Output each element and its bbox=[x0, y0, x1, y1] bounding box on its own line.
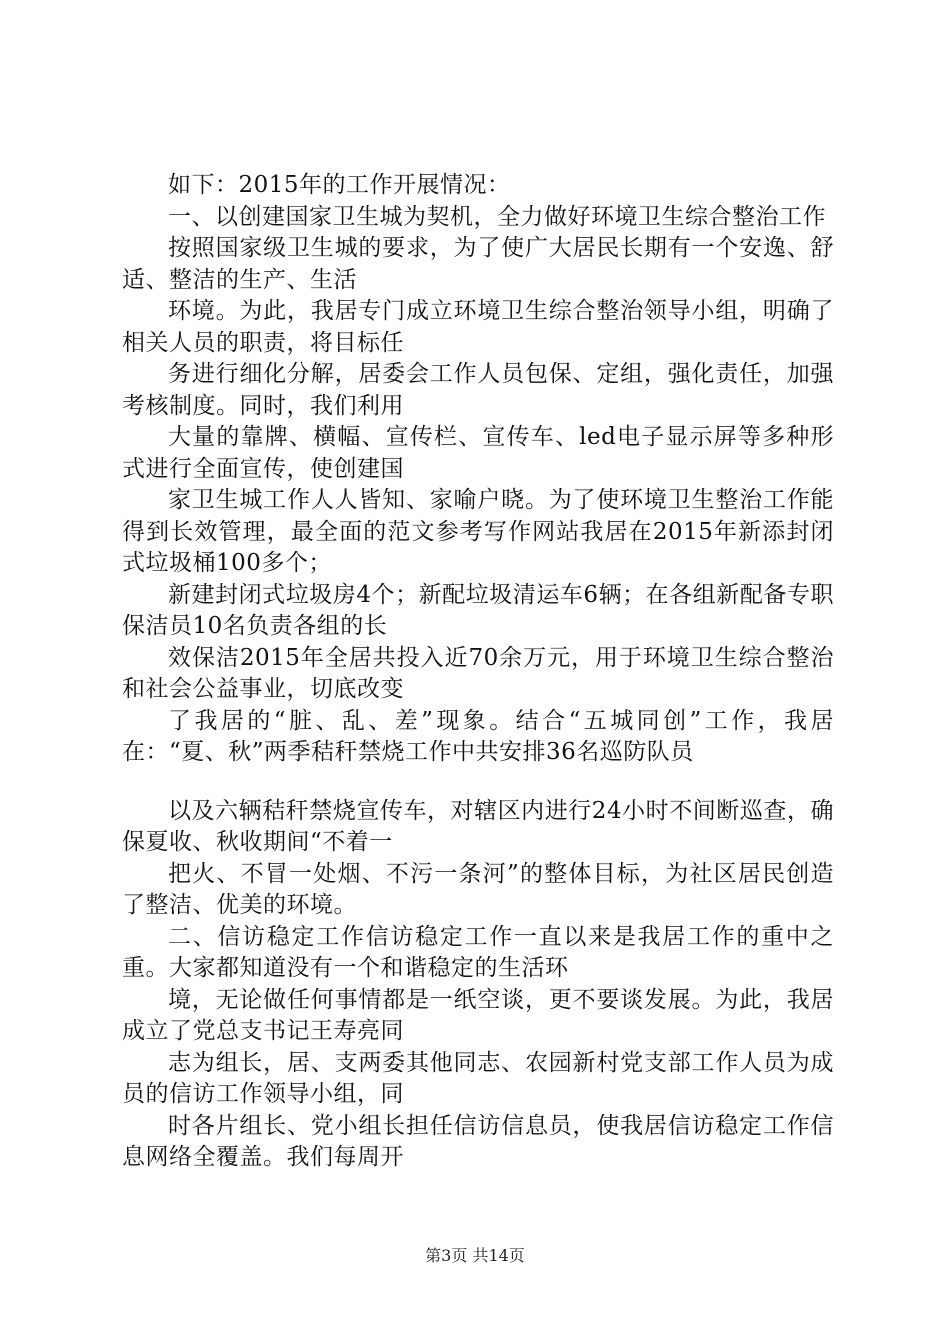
paragraph-13: 二、信访稳定工作信访稳定工作一直以来是我居工作的重中之重。大家都知道没有一个和谐稳定的生活环 bbox=[122, 923, 834, 981]
paragraph-8: 新建封闭式垃圾房4个；新配垃圾清运车6辆；在各组新配备专职保洁员10名负责各组的长 bbox=[122, 581, 834, 639]
paragraph-7: 家卫生城工作人人皆知、家喻户晓。为了使环境卫生整治工作能得到长效管理，最全面的范文参考写作网站我居在2015年新添封闭式垃圾桶100多个； bbox=[122, 487, 834, 576]
paragraph-3: 按照国家级卫生城的要求，为了使广大居民长期有一个安逸、舒适、整洁的生产、生活 bbox=[122, 235, 834, 293]
paragraph-gap bbox=[122, 769, 834, 796]
paragraph-15: 志为组长，居、支两委其他同志、农园新村党支部工作人员为成员的信访工作领导小组，同 bbox=[122, 1049, 834, 1107]
paragraph-2: 一、以创建国家卫生城为契机，全力做好环境卫生综合整治工作 bbox=[168, 203, 826, 230]
paragraph-16: 时各片组长、党小组长担任信访信息员，使我居信访稳定工作信息网络全覆盖。我们每周开 bbox=[122, 1112, 834, 1170]
document-body bbox=[122, 170, 834, 1174]
paragraph-10: 了我居的“脏、乱、差”现象。结合“五城同创”工作，我居在：“夏、秋”两季秸秆禁烧工作中共安排36名巡防队员 bbox=[122, 707, 834, 765]
paragraph-11: 以及六辆秸秆禁烧宣传车，对辖区内进行24小时不间断巡查，确保夏收、秋收期间“不着一 bbox=[122, 797, 834, 855]
page-number-footer: 第3页 共14页 bbox=[425, 1246, 525, 1265]
paragraph-14: 境，无论做任何事情都是一纸空谈，更不要谈发展。为此，我居成立了党总支书记王寿亮同 bbox=[122, 986, 834, 1044]
paragraph-6: 大量的靠牌、横幅、宣传栏、宣传车、led电子显示屏等多种形式进行全面宣传，使创建国 bbox=[122, 424, 834, 482]
paragraph-1: 如下：2015年的工作开展情况： bbox=[168, 172, 511, 198]
paragraph-4: 环境。为此，我居专门成立环境卫生综合整治领导小组，明确了相关人员的职责，将目标任 bbox=[122, 298, 834, 356]
paragraph-12: 把火、不冒一处烟、不污一条河”的整体目标，为社区居民创造了整洁、优美的环境。 bbox=[122, 860, 834, 918]
paragraph-9: 效保洁2015年全居共投入近70余万元，用于环境卫生综合整治和社会公益事业，切底改变 bbox=[122, 644, 834, 702]
paragraph-5: 务进行细化分解，居委会工作人员包保、定组，强化责任，加强考核制度。同时，我们利用 bbox=[122, 361, 834, 419]
